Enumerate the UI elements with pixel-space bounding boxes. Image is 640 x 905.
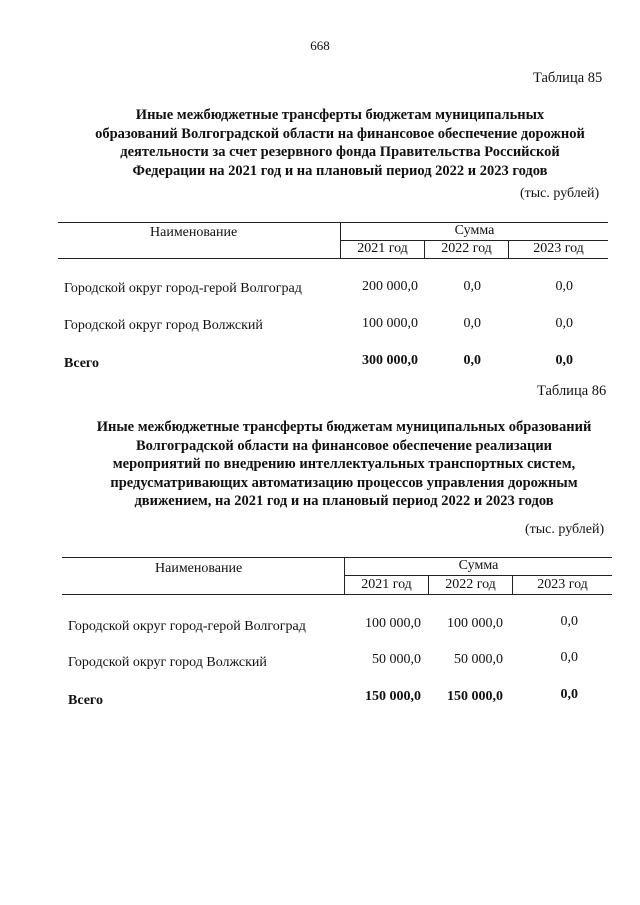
row-value: 0,0 (555, 279, 573, 294)
table-86-header-rule (62, 594, 612, 595)
total-value: 0,0 (560, 687, 578, 702)
row-value: 200 000,0 (362, 279, 418, 294)
table-85-header-year: 2023 год (533, 241, 584, 256)
total-label: Всего (64, 356, 99, 371)
total-value: 0,0 (463, 353, 481, 368)
table-85-header-rule (58, 258, 608, 259)
table-86-header-name: Наименование (155, 561, 243, 576)
row-value: 50 000,0 (372, 652, 421, 667)
table-86-header-year: 2021 год (361, 577, 412, 592)
table-86-label: Таблица 86 (537, 383, 607, 399)
table-85-header-year: 2022 год (441, 241, 492, 256)
row-name: Городской округ город Волжский (68, 655, 267, 670)
total-value: 300 000,0 (362, 353, 418, 368)
row-value: 100 000,0 (365, 616, 421, 631)
total-label: Всего (68, 693, 103, 708)
row-value: 0,0 (463, 316, 481, 331)
row-value: 100 000,0 (447, 616, 503, 631)
row-name: Городской округ город Волжский (64, 318, 263, 333)
page-number: 668 (310, 38, 330, 53)
row-name: Городской округ город-герой Волгоград (64, 281, 302, 296)
table-85-header-sum: Сумма (454, 223, 495, 238)
table-85-header-year: 2021 год (357, 241, 408, 256)
row-value: 100 000,0 (362, 316, 418, 331)
table-86-title: Иные межбюджетные трансферты бюджетам муниципальных образований Волгоградской области на финансовое обеспечение реализации мероприятий по внедрению интеллектуальных транспортных систем, предусматривающих автоматизацию процессов управления дорожным движением, на 2021 год и на плановый период 2022 и 2023 годов (96, 419, 592, 509)
row-value: 50 000,0 (454, 652, 503, 667)
row-value: 0,0 (463, 279, 481, 294)
row-value: 0,0 (560, 614, 578, 629)
total-value: 0,0 (555, 353, 573, 368)
table-85-units: (тыс. рублей) (520, 186, 600, 201)
table-85-header-name: Наименование (150, 225, 238, 240)
row-value: 0,0 (560, 650, 578, 665)
row-value: 0,0 (555, 316, 573, 331)
table-86-header-year: 2023 год (537, 577, 588, 592)
total-value: 150 000,0 (365, 689, 421, 704)
table-86-header-year: 2022 год (445, 577, 496, 592)
table-86-units: (тыс. рублей) (525, 522, 605, 537)
table-86-header-sum: Сумма (458, 558, 499, 573)
table-86-sum-rule (345, 575, 612, 576)
table-85-title: Иные межбюджетные трансферты бюджетам муниципальных образований Волгоградской области на финансовое обеспечение дорожной деятельности за счет резервного фонда Правительства Российской Федерации на 2021 год и на плановый период 2022 и 2023 годов (95, 107, 585, 179)
total-value: 150 000,0 (447, 689, 503, 704)
row-name: Городской округ город-герой Волгоград (68, 619, 306, 634)
table-85-label: Таблица 85 (533, 70, 603, 86)
